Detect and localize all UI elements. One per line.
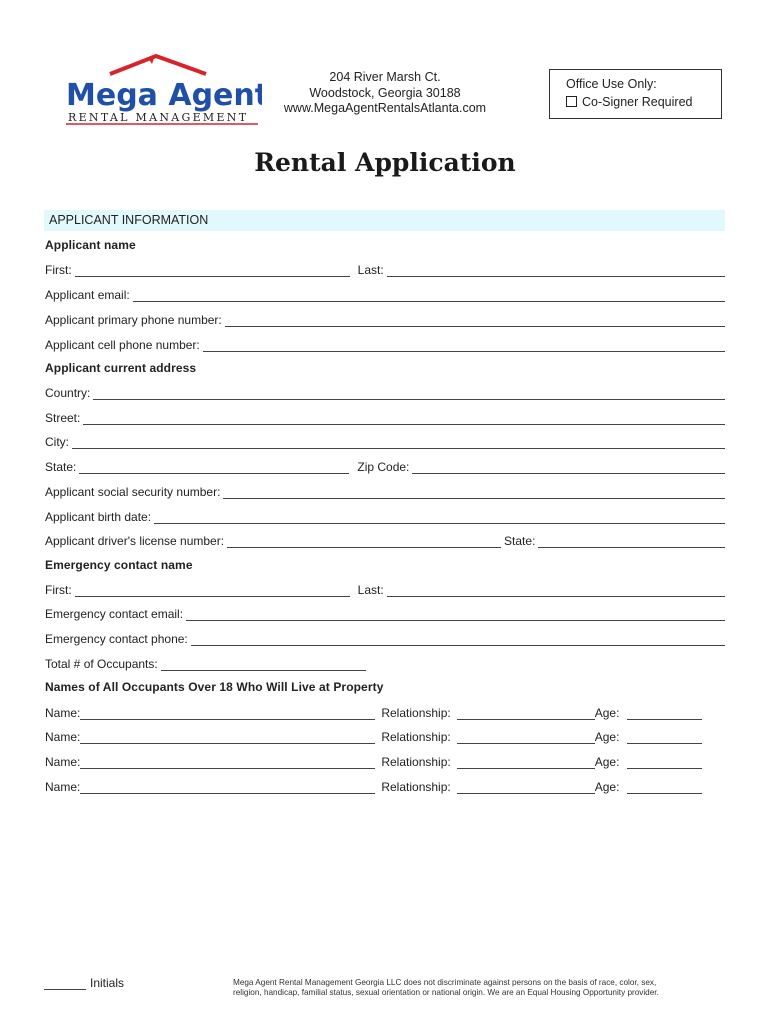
occupant-relationship-label: Relationship: bbox=[381, 730, 451, 744]
cell-phone-row bbox=[45, 336, 725, 352]
street-field[interactable] bbox=[83, 413, 725, 425]
occupant-age-field[interactable] bbox=[627, 757, 702, 769]
office-use-box bbox=[549, 69, 722, 119]
emergency-first-field[interactable] bbox=[75, 585, 350, 597]
occupant-relationship-field[interactable] bbox=[457, 757, 595, 769]
cell-phone-label: Applicant cell phone number: bbox=[45, 338, 200, 352]
company-address bbox=[272, 70, 498, 117]
country-field[interactable] bbox=[93, 388, 725, 400]
primary-phone-row bbox=[45, 311, 725, 327]
ssn-label: Applicant social security number: bbox=[45, 485, 221, 499]
occupant-relationship-label: Relationship: bbox=[381, 755, 451, 769]
logo-wordmark: Mega Agent bbox=[66, 78, 262, 113]
country-row bbox=[45, 384, 725, 400]
initials-field[interactable] bbox=[44, 978, 86, 990]
total-occupants-field[interactable] bbox=[161, 659, 366, 671]
cosigner-checkbox[interactable] bbox=[566, 96, 577, 107]
applicant-name-heading: Applicant name bbox=[45, 238, 136, 252]
state-field[interactable] bbox=[79, 462, 349, 474]
occupant-name-field[interactable] bbox=[80, 782, 375, 794]
page-title: Rental Application bbox=[254, 148, 516, 177]
logo-tagline: RENTAL MANAGEMENT bbox=[68, 111, 249, 124]
emergency-name-row bbox=[45, 581, 725, 597]
occupant-age-label: Age: bbox=[594, 755, 620, 769]
ssn-row bbox=[45, 483, 725, 499]
occupant-age-label: Age: bbox=[594, 780, 620, 794]
cosigner-option[interactable] bbox=[566, 93, 721, 111]
occupant-name-field[interactable] bbox=[80, 708, 375, 720]
state-label: State: bbox=[45, 460, 77, 474]
last-name-label: Last: bbox=[357, 263, 384, 277]
emergency-email-label: Emergency contact email: bbox=[45, 607, 184, 621]
street-label: Street: bbox=[45, 411, 81, 425]
birth-date-field[interactable] bbox=[154, 512, 725, 524]
occupant-name-label: Name: bbox=[45, 755, 81, 769]
city-field[interactable] bbox=[72, 437, 725, 449]
occupant-row bbox=[45, 753, 725, 769]
emergency-email-field[interactable] bbox=[186, 609, 725, 621]
occupant-name-label: Name: bbox=[45, 706, 81, 720]
initials-area bbox=[44, 976, 124, 990]
country-label: Country: bbox=[45, 386, 91, 400]
company-logo bbox=[64, 50, 262, 130]
equal-housing-disclaimer bbox=[233, 978, 723, 998]
website-link[interactable]: www.MegaAgentRentalsAtlanta.com bbox=[283, 101, 487, 115]
occupant-name-field[interactable] bbox=[80, 732, 375, 744]
ssn-field[interactable] bbox=[223, 487, 725, 499]
drivers-license-row bbox=[45, 532, 725, 548]
zip-label: Zip Code: bbox=[357, 460, 410, 474]
cosigner-label: Co-Signer Required bbox=[582, 95, 693, 109]
applicant-email-row bbox=[45, 286, 725, 302]
occupant-name-label: Name: bbox=[45, 780, 81, 794]
emergency-email-row bbox=[45, 605, 725, 621]
emergency-last-label: Last: bbox=[357, 583, 384, 597]
occupant-row bbox=[45, 728, 725, 744]
occupant-age-field[interactable] bbox=[627, 782, 702, 794]
occupant-row bbox=[45, 704, 725, 720]
cell-phone-field[interactable] bbox=[203, 340, 725, 352]
occupants-heading: Names of All Occupants Over 18 Who Will Live at Property bbox=[45, 680, 384, 694]
drivers-license-label: Applicant driver's license number: bbox=[45, 534, 225, 548]
applicant-name-row bbox=[45, 261, 725, 277]
occupant-age-label: Age: bbox=[594, 730, 620, 744]
occupant-relationship-field[interactable] bbox=[457, 732, 595, 744]
emergency-phone-label: Emergency contact phone: bbox=[45, 632, 188, 646]
dl-state-field[interactable] bbox=[538, 536, 725, 548]
primary-phone-label: Applicant primary phone number: bbox=[45, 313, 222, 327]
occupant-relationship-label: Relationship: bbox=[381, 706, 451, 720]
section-header: APPLICANT INFORMATION bbox=[44, 210, 725, 231]
disclaimer-line-2: religion, handicap, familial status, sexual orientation or national origin. We are an Equal Housing Opportunity provider. bbox=[233, 988, 659, 997]
occupant-age-field[interactable] bbox=[627, 732, 702, 744]
state-zip-row bbox=[45, 458, 725, 474]
initials-label: Initials bbox=[90, 976, 125, 990]
birth-date-row bbox=[45, 508, 725, 524]
occupant-name-label: Name: bbox=[45, 730, 81, 744]
last-name-field[interactable] bbox=[387, 265, 725, 277]
occupant-relationship-label: Relationship: bbox=[381, 780, 451, 794]
address-line-1: 204 River Marsh Ct. bbox=[329, 70, 441, 84]
total-occupants-label: Total # of Occupants: bbox=[45, 657, 158, 671]
emergency-phone-field[interactable] bbox=[191, 634, 725, 646]
total-occupants-row bbox=[45, 655, 725, 671]
occupant-age-label: Age: bbox=[594, 706, 620, 720]
occupant-name-field[interactable] bbox=[80, 757, 375, 769]
occupant-row bbox=[45, 778, 725, 794]
applicant-email-label: Applicant email: bbox=[45, 288, 130, 302]
occupant-relationship-field[interactable] bbox=[457, 708, 595, 720]
occupant-relationship-field[interactable] bbox=[457, 782, 595, 794]
occupant-age-field[interactable] bbox=[627, 708, 702, 720]
current-address-heading: Applicant current address bbox=[45, 361, 197, 375]
primary-phone-field[interactable] bbox=[225, 315, 725, 327]
street-row bbox=[45, 409, 725, 425]
drivers-license-field[interactable] bbox=[227, 536, 501, 548]
emergency-first-label: First: bbox=[45, 583, 72, 597]
disclaimer-line-1: Mega Agent Rental Management Georgia LLC does not discriminate against persons on the basis of race, color, sex, bbox=[233, 978, 657, 987]
applicant-email-field[interactable] bbox=[133, 290, 725, 302]
address-line-2: Woodstock, Georgia 30188 bbox=[309, 85, 461, 100]
emergency-contact-heading: Emergency contact name bbox=[45, 558, 193, 572]
office-use-title: Office Use Only: bbox=[566, 77, 657, 91]
zip-field[interactable] bbox=[412, 462, 725, 474]
emergency-phone-row bbox=[45, 630, 725, 646]
first-name-field[interactable] bbox=[75, 265, 350, 277]
city-label: City: bbox=[45, 435, 69, 449]
birth-date-label: Applicant birth date: bbox=[45, 510, 152, 524]
first-name-label: First: bbox=[45, 263, 72, 277]
city-row bbox=[45, 433, 725, 449]
emergency-last-field[interactable] bbox=[387, 585, 725, 597]
dl-state-label: State: bbox=[504, 534, 536, 548]
